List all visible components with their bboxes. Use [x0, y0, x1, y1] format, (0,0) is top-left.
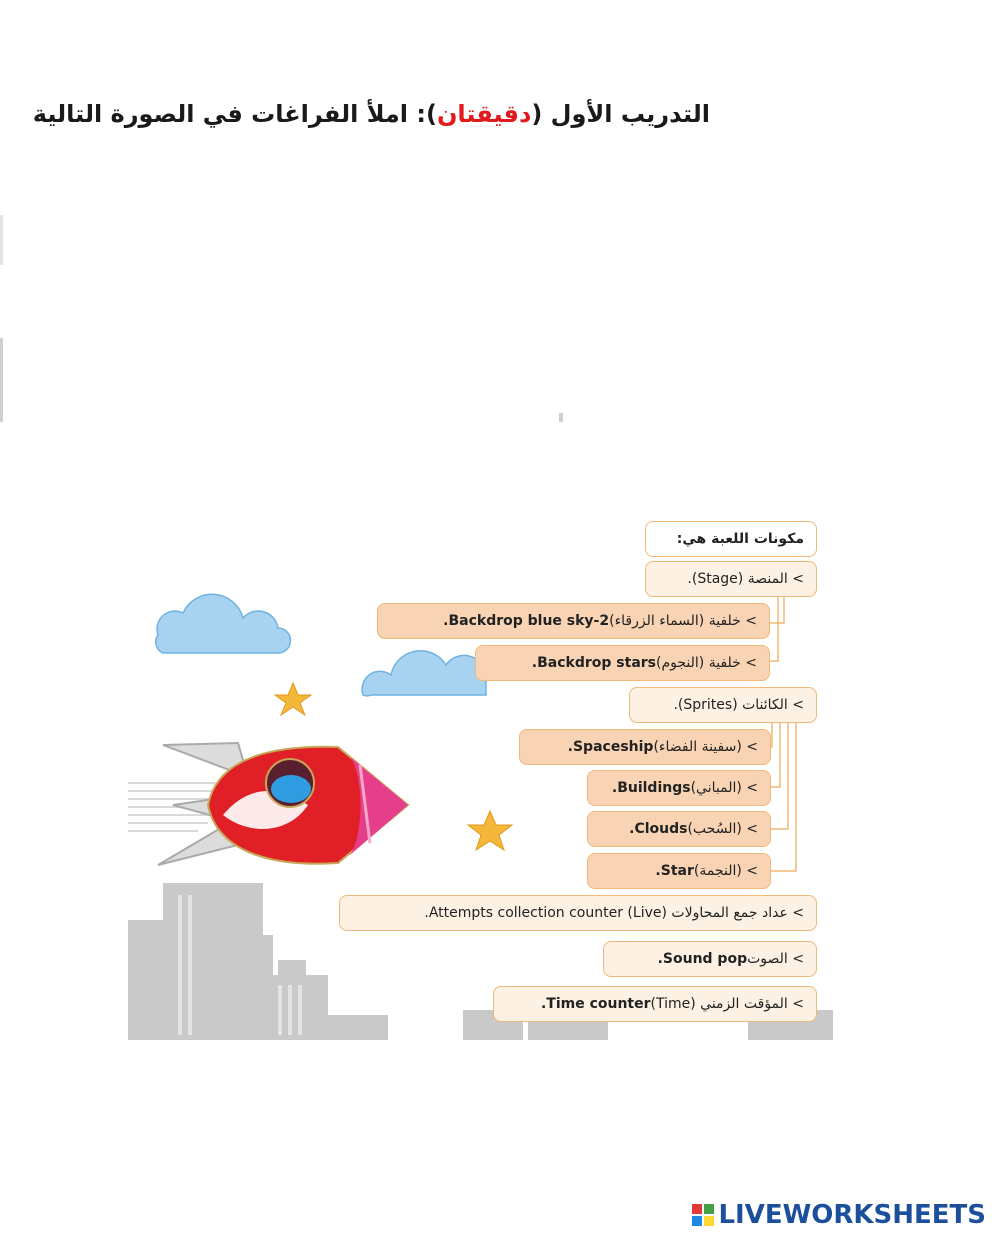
sprites-item: > الكائنات (Sprites).	[629, 687, 817, 723]
backdrop-stars-en: Backdrop stars.	[531, 655, 657, 671]
backdrop-blue-en: Backdrop blue sky-2.	[443, 613, 610, 629]
spaceship-ar: > (سفينة الفضاء)	[653, 739, 758, 755]
clouds-item	[587, 811, 771, 847]
stage-item: > المنصة (Stage).	[645, 561, 817, 597]
backdrop-stars-item	[475, 645, 770, 681]
game-components-figure	[128, 515, 838, 1045]
backdrop-blue-ar: > خلفية (السماء الزرقاء)	[609, 613, 757, 629]
title-highlight: دقيقتان	[436, 100, 532, 128]
exercise-title	[32, 100, 710, 128]
margin-mark-top	[0, 215, 3, 265]
time-ar: > المؤقت الزمني (Time)	[650, 996, 804, 1012]
title-part2: ): املأ الفراغات في الصورة التالية	[32, 100, 437, 128]
backdrop-blue-item	[377, 603, 770, 639]
logo-squares-icon	[692, 1204, 714, 1226]
spaceship-en: Spaceship.	[567, 739, 654, 755]
time-en: Time counter.	[540, 996, 651, 1012]
rocket-icon	[158, 743, 408, 865]
time-counter-item	[493, 986, 817, 1022]
clouds-ar: > (السُحب)	[687, 821, 758, 837]
sound-ar: > الصوت	[747, 951, 804, 967]
margin-mark-bottom	[0, 338, 3, 422]
brand-name: LIVEWORKSHEETS	[718, 1200, 986, 1230]
liveworksheets-logo	[692, 1200, 986, 1230]
components-header: مكونات اللعبة هي:	[645, 521, 817, 557]
sound-en: Sound pop.	[657, 951, 748, 967]
star-ar: > (النجمة)	[693, 863, 758, 879]
backdrop-stars-ar: > خلفية (النجوم)	[656, 655, 757, 671]
buildings-item	[587, 770, 771, 806]
spaceship-item	[519, 729, 771, 765]
clouds-en: Clouds.	[629, 821, 688, 837]
sound-item	[603, 941, 817, 977]
buildings-ar: > (المباني)	[690, 780, 758, 796]
star-item	[587, 853, 771, 889]
title-part1: التدريب الأول (	[531, 100, 710, 128]
attempts-counter-item: > عداد جمع المحاولات (Live) Attempts collection counter.	[339, 895, 817, 931]
buildings-en: Buildings.	[611, 780, 691, 796]
star-en: Star.	[655, 863, 694, 879]
center-dot	[559, 413, 563, 422]
